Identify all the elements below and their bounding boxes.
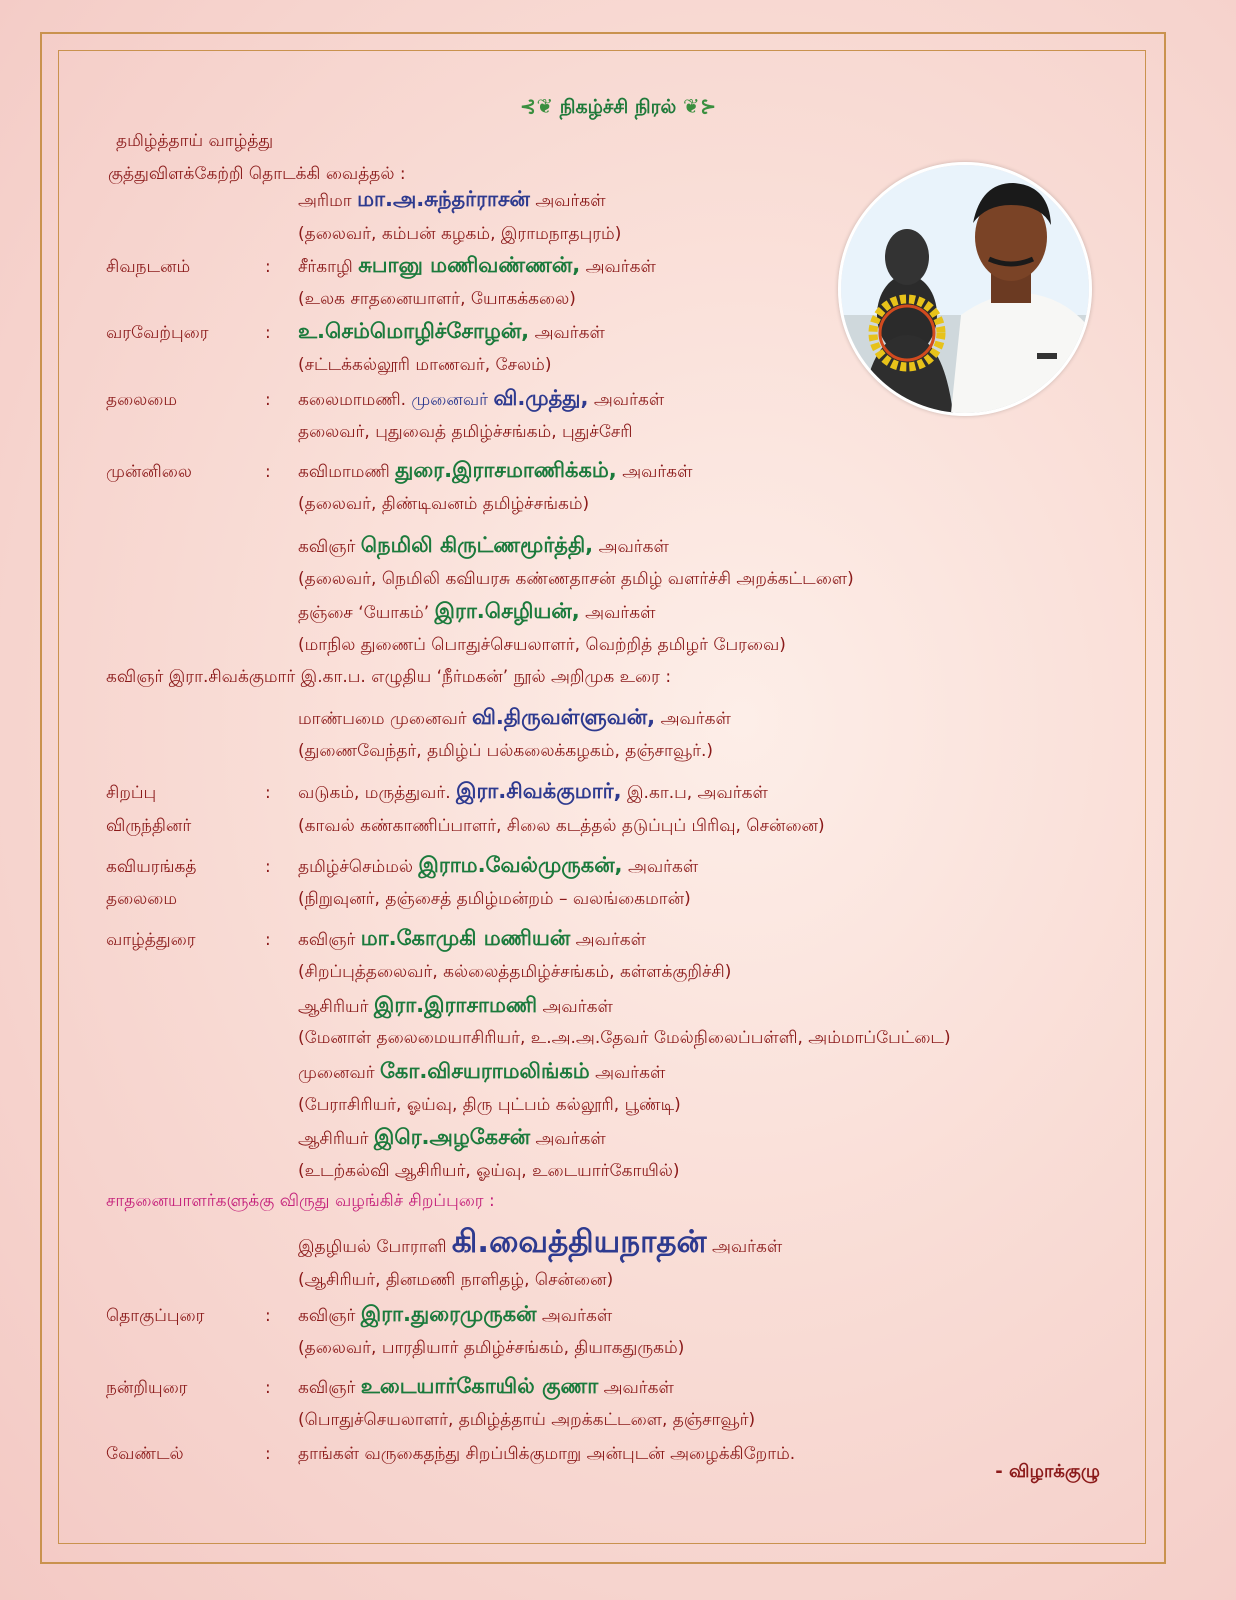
entry-vote-of-thanks: கவிஞர் உடையார்கோயில் குணா அவர்கள் — [298, 1374, 674, 1398]
colon: : — [265, 257, 271, 277]
entry-kaviyarangam: தமிழ்ச்செம்மல் இராம.வேல்முருகன், அவர்கள் — [298, 853, 699, 877]
colon: : — [265, 462, 271, 482]
guest-name: வி.முத்து, — [493, 386, 589, 410]
label-kaviyarangam-1: கவியரங்கத் — [106, 857, 197, 877]
colon: : — [265, 1378, 271, 1398]
entry-detail: (பொதுச்செயலாளர், தமிழ்த்தாய் அறக்கட்டளை, தஞ்சாவூர்) — [298, 1410, 756, 1430]
entry-greetings-4: ஆசிரியர் இரெ.அழகேசன் அவர்கள் — [298, 1125, 606, 1149]
entry-lamp-lighting: அரிமா மா.அ.சுந்தர்ராசன் அவர்கள் — [298, 187, 606, 211]
entry-munnilai-3: தஞ்சை ‘யோகம்’ இரா.செழியன், அவர்கள் — [298, 599, 656, 623]
entry-detail: தலைவர், புதுவைத் தமிழ்ச்சங்கம், புதுச்சேரி — [298, 422, 633, 442]
entry-special-address: இதழியல் போராளி கி.வைத்தியநாதன் அவர்கள் — [298, 1224, 783, 1260]
entry-detail: (மாநில துணைப் பொதுச்செயலாளர், வெற்றித் தமிழர் பேரவை) — [298, 635, 786, 655]
label-chief-guest-2: விருந்தினர் — [106, 816, 192, 836]
guest-name: கோ.விசயராமலிங்கம் — [380, 1059, 590, 1083]
guest-name: உடையார்கோயில் குணா — [360, 1374, 599, 1398]
guest-name: வி.திருவள்ளுவன், — [472, 705, 656, 729]
guest-name: உ.செம்மொழிச்சோழன், — [298, 319, 530, 343]
right-ornament-icon: ❦⊱ — [682, 94, 717, 118]
colon: : — [265, 1306, 271, 1326]
guest-name: இரா.சிவக்குமார், — [456, 779, 622, 803]
entry-welcome: உ.செம்மொழிச்சோழன், அவர்கள் — [298, 319, 605, 343]
entry-chief-guest: வடுகம், மருத்துவர். இரா.சிவக்குமார், இ.கா.ப, அவர்கள் — [298, 779, 768, 803]
label-presiding: தலைமை — [106, 390, 178, 410]
label-request: வேண்டல் — [106, 1444, 184, 1464]
entry-greetings-3: முனைவர் கோ.விசயராமலிங்கம் அவர்கள் — [298, 1059, 666, 1083]
guest-name: மா.கோமுகி மணியன் — [360, 926, 571, 950]
line-award-heading: சாதனையாளர்களுக்கு விருது வழங்கிச் சிறப்புரை : — [106, 1191, 495, 1211]
colon: : — [265, 390, 271, 410]
guest-name: இரா.செழியன், — [434, 599, 580, 623]
entry-munnilai-2: கவிஞர் நெமிலி கிருட்ணமூர்த்தி, அவர்கள் — [298, 533, 669, 557]
entry-munnilai-1: கவிமாமணி துரை.இராசமாணிக்கம், அவர்கள் — [298, 458, 693, 482]
colon: : — [265, 323, 271, 343]
entry-detail: (பேராசிரியர், ஓய்வு, திரு புட்பம் கல்லூரி, பூண்டி) — [298, 1095, 681, 1115]
guest-name: இரெ.அழகேசன் — [373, 1125, 531, 1149]
entry-detail: (தலைவர், பாரதியார் தமிழ்ச்சங்கம், தியாகதுருகம்) — [298, 1338, 685, 1358]
guest-photo — [838, 162, 1092, 416]
colon: : — [265, 783, 271, 803]
label-kaviyarangam-2: தலைமை — [106, 889, 178, 909]
entry-request: தாங்கள் வருகைதந்து சிறப்பிக்குமாறு அன்புடன் அழைக்கிறோம். — [298, 1444, 796, 1464]
line-lamp-lighting-heading: குத்துவிளக்கேற்றி தொடக்கி வைத்தல் : — [108, 164, 406, 184]
left-ornament-icon: ⊰❦ — [519, 94, 554, 118]
guest-name: நெமிலி கிருட்ணமூர்த்தி, — [360, 533, 594, 557]
colon: : — [265, 930, 271, 950]
entry-compere: கவிஞர் இரா.துரைமுருகன் அவர்கள் — [298, 1302, 613, 1326]
guest-name: சுபானு மணிவண்ணன், — [358, 253, 581, 277]
label-greetings: வாழ்த்துரை — [106, 930, 196, 950]
entry-sivanadanam: சீர்காழி சுபானு மணிவண்ணன், அவர்கள் — [298, 253, 656, 277]
entry-detail: (நிறுவுனர், தஞ்சைத் தமிழ்மன்றம் – வலங்கைமான்) — [298, 889, 691, 909]
guest-name: மா.அ.சுந்தர்ராசன் — [357, 187, 530, 211]
colon: : — [265, 1444, 271, 1464]
entry-greetings-2: ஆசிரியர் இரா.இராசாமணி அவர்கள் — [298, 993, 613, 1017]
guest-name: இரா.துரைமுருகன் — [360, 1302, 537, 1326]
entry-detail: (உடற்கல்வி ஆசிரியர், ஓய்வு, உடையார்கோயில்) — [298, 1161, 680, 1181]
colon: : — [265, 857, 271, 877]
entry-presiding: கலைமாமணி. முனைவர் வி.முத்து, அவர்கள் — [298, 386, 665, 410]
guest-name: துரை.இராசமாணிக்கம், — [395, 458, 617, 482]
line-book-intro-heading: கவிஞர் இரா.சிவக்குமார் இ.கா.ப. எழுதிய ‘நீர்மகன்’ நூல் அறிமுக உரை : — [106, 667, 672, 687]
entry-detail: (உலக சாதனையாளர், யோகக்கலை) — [298, 289, 576, 309]
entry-detail: (துணைவேந்தர், தமிழ்ப் பல்கலைக்கழகம், தஞ்சாவூர்.) — [298, 741, 713, 761]
guest-name: இரா.இராசாமணி — [373, 993, 538, 1017]
entry-greetings-1: கவிஞர் மா.கோமுகி மணியன் அவர்கள் — [298, 926, 646, 950]
entry-detail: (மேனாள் தலைமையாசிரியர், உ.அ.அ.தேவர் மேல்நிலைப்பள்ளி, அம்மாப்பேட்டை) — [298, 1028, 951, 1048]
label-chief-guest-1: சிறப்பு — [106, 783, 157, 803]
signature: - விழாக்குழு — [995, 1461, 1100, 1482]
guest-name: இராம.வேல்முருகன், — [418, 853, 623, 877]
label-welcome: வரவேற்புரை — [106, 323, 209, 343]
entry-detail: (தலைவர், நெமிலி கவியரசு கண்ணதாசன் தமிழ் வளர்ச்சி அறக்கட்டளை) — [298, 569, 854, 589]
entry-detail: (சிறப்புத்தலைவர், கல்லைத்தமிழ்ச்சங்கம், கள்ளக்குறிச்சி) — [298, 962, 732, 982]
line-tamil-thai-vazhthu: தமிழ்த்தாய் வாழ்த்து — [116, 131, 274, 151]
guest-name: கி.வைத்தியநாதன் — [451, 1224, 707, 1260]
entry-detail: (ஆசிரியர், தினமணி நாளிதழ், சென்னை) — [298, 1270, 614, 1290]
entry-detail: (சட்டக்கல்லூரி மாணவர், சேலம்) — [298, 355, 552, 375]
entry-detail: (காவல் கண்காணிப்பாளர், சிலை கடத்தல் தடுப்புப் பிரிவு, சென்னை) — [298, 816, 825, 836]
program-title: ⊰❦ நிகழ்ச்சி நிரல் ❦⊱ — [519, 94, 717, 118]
entry-detail: (தலைவர், கம்பன் கழகம், இராமநாதபுரம்) — [298, 224, 622, 244]
entry-book-intro: மாண்பமை முனைவர் வி.திருவள்ளுவன், அவர்கள் — [298, 705, 731, 729]
entry-detail: (தலைவர், திண்டிவனம் தமிழ்ச்சங்கம்) — [298, 494, 590, 514]
label-sivanadanam: சிவநடனம் — [106, 257, 191, 277]
label-vote-of-thanks: நன்றியுரை — [106, 1378, 188, 1398]
label-compere: தொகுப்புரை — [106, 1306, 205, 1326]
label-munnilai: முன்னிலை — [106, 462, 192, 482]
